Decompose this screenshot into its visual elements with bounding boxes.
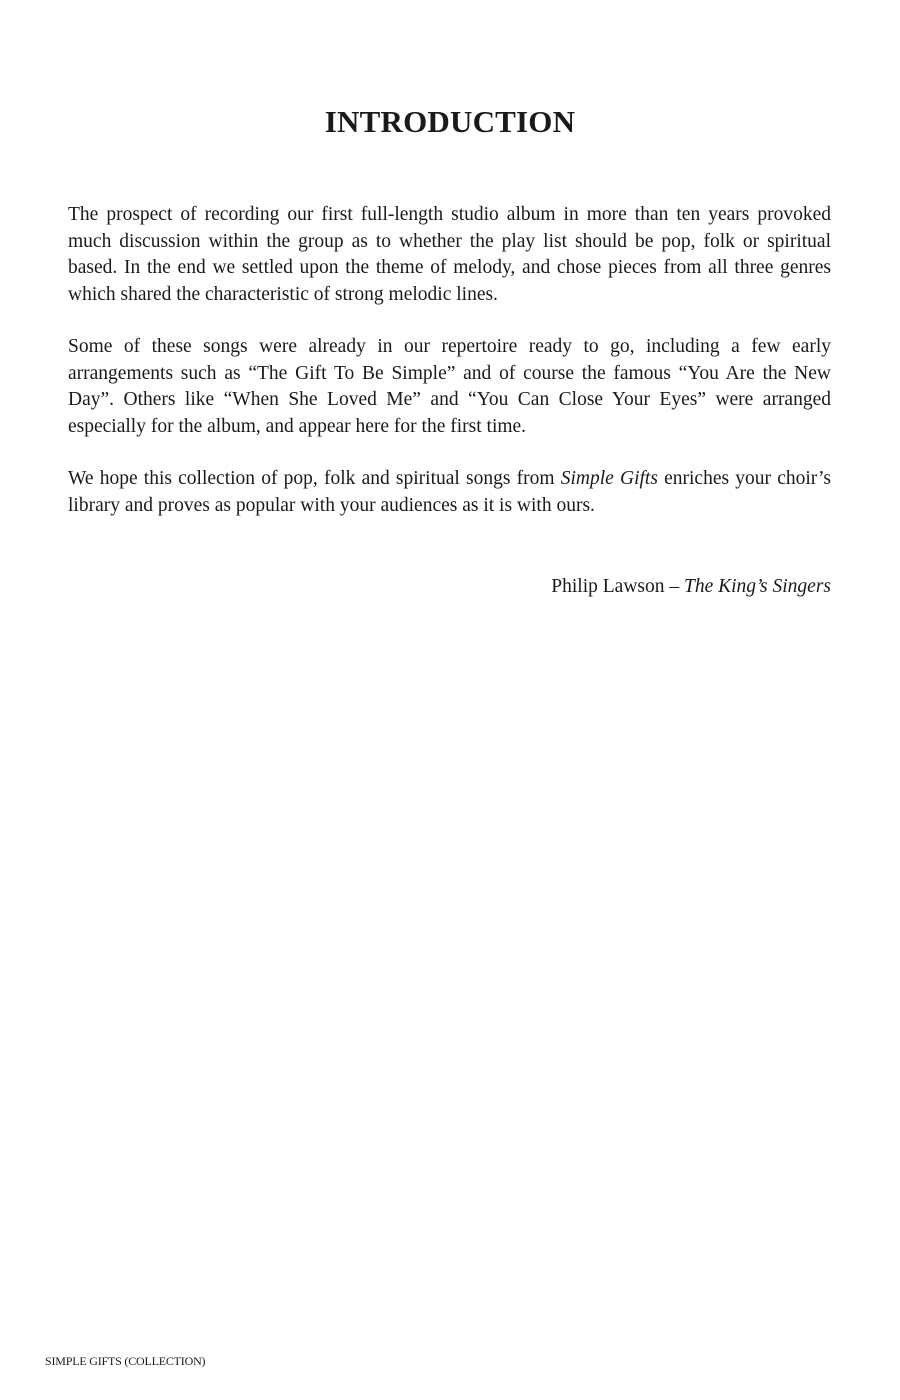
album-title: Simple Gifts (560, 468, 658, 489)
paragraph-3-after: enriches your choir’s library and proves as popular with your audiences as it is with ours. (68, 468, 831, 516)
paragraph-3 (68, 466, 831, 519)
signature-group: The King’s Singers (684, 576, 831, 597)
paragraph-2: Some of these songs were already in our repertoire ready to go, including a few early arrangements such as “The Gift To Be Simple” and of course the famous “You Are the New Day”. Others like “When She Loved Me” and “You Can Close Your Eyes” were arranged especially for the album, and appear here for the first time. (68, 336, 831, 437)
signature-name: Philip Lawson – (551, 576, 684, 597)
page-footer: SIMPLE GIFTS (COLLECTION) (45, 1354, 206, 1368)
signature (551, 574, 831, 600)
introduction-body (68, 202, 831, 545)
paragraph-3-before: We hope this collection of pop, folk and spiritual songs from (68, 468, 561, 489)
paragraph-1: The prospect of recording our first full-length studio album in more than ten years provoked much discussion within the group as to whether the play list should be pop, folk or spiritual based. In the end we settled upon the theme of melody, and chose pieces from all three genres which shared the characteristic of strong melodic lines. (68, 204, 831, 305)
page-title: INTRODUCTION (324, 104, 576, 139)
